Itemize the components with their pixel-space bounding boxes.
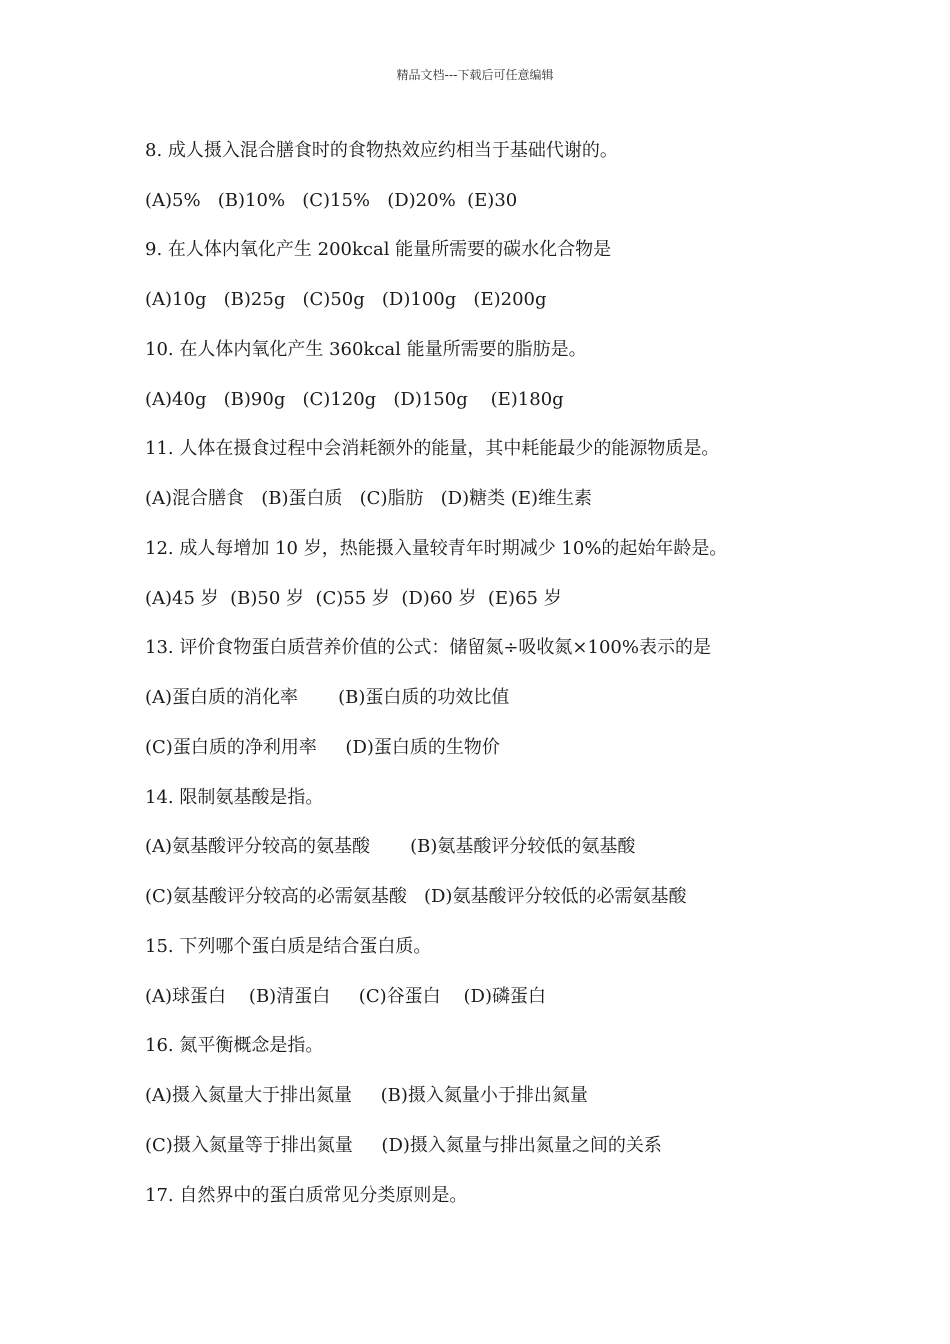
options-10: (A)40g (B)90g (C)120g (D)150g (E)180g bbox=[145, 389, 564, 410]
options-13-a: (A)蛋白质的消化率 (B)蛋白质的功效比值 bbox=[145, 687, 510, 708]
options-9: (A)10g (B)25g (C)50g (D)100g (E)200g bbox=[145, 289, 547, 310]
options-12: (A)45 岁 (B)50 岁 (C)55 岁 (D)60 岁 (E)65 岁 bbox=[145, 588, 562, 609]
question-8: 8. 成人摄入混合膳食时的食物热效应约相当于基础代谢的。 bbox=[145, 140, 618, 161]
options-13-b: (C)蛋白质的净利用率 (D)蛋白质的生物价 bbox=[145, 737, 500, 758]
question-17: 17. 自然界中的蛋白质常见分类原则是。 bbox=[145, 1185, 468, 1206]
question-14: 14. 限制氨基酸是指。 bbox=[145, 787, 324, 808]
question-9: 9. 在人体内氧化产生 200kcal 能量所需要的碳水化合物是 bbox=[145, 239, 612, 260]
options-8: (A)5% (B)10% (C)15% (D)20% (E)30 bbox=[145, 190, 518, 211]
options-14-a: (A)氨基酸评分较高的氨基酸 (B)氨基酸评分较低的氨基酸 bbox=[145, 836, 636, 857]
options-14-b: (C)氨基酸评分较高的必需氨基酸 (D)氨基酸评分较低的必需氨基酸 bbox=[145, 886, 687, 907]
options-16-a: (A)摄入氮量大于排出氮量 (B)摄入氮量小于排出氮量 bbox=[145, 1085, 588, 1106]
question-16: 16. 氮平衡概念是指。 bbox=[145, 1035, 324, 1056]
question-12: 12. 成人每增加 10 岁，热能摄入量较青年时期减少 10%的起始年龄是。 bbox=[145, 538, 728, 559]
options-15: (A)球蛋白 (B)清蛋白 (C)谷蛋白 (D)磷蛋白 bbox=[145, 986, 546, 1007]
question-10: 10. 在人体内氧化产生 360kcal 能量所需要的脂肪是。 bbox=[145, 339, 587, 360]
question-15: 15. 下列哪个蛋白质是结合蛋白质。 bbox=[145, 936, 432, 957]
options-11: (A)混合膳食 (B)蛋白质 (C)脂肪 (D)糖类 (E)维生素 bbox=[145, 488, 593, 509]
options-16-b: (C)摄入氮量等于排出氮量 (D)摄入氮量与排出氮量之间的关系 bbox=[145, 1135, 662, 1156]
page-header: 精品文档---下载后可任意编辑 bbox=[396, 68, 554, 82]
question-13: 13. 评价食物蛋白质营养价值的公式：储留氮÷吸收氮×100%表示的是 bbox=[145, 637, 711, 658]
question-11: 11. 人体在摄食过程中会消耗额外的能量，其中耗能最少的能源物质是。 bbox=[145, 438, 720, 459]
